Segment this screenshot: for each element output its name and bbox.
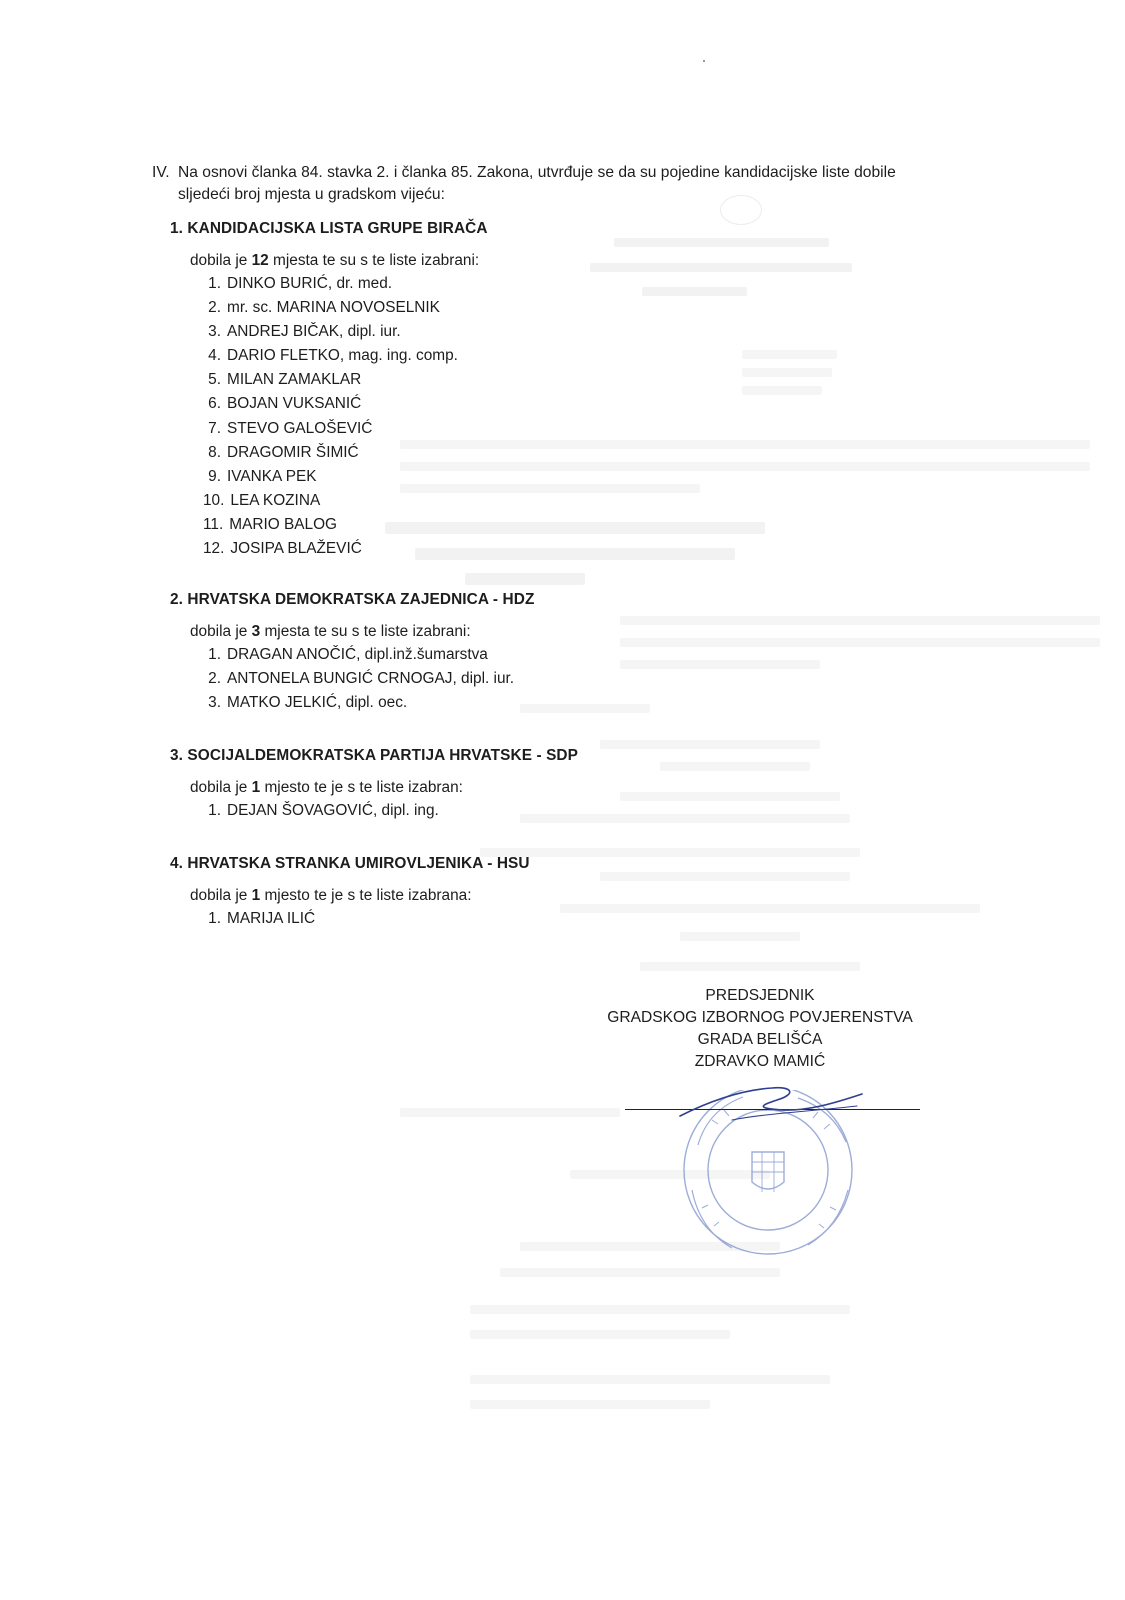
list-item: 4. DARIO FLETKO, mag. ing. comp.	[208, 347, 458, 365]
signature-title: PREDSJEDNIK	[705, 987, 815, 1004]
ghost-text-line	[400, 1108, 620, 1117]
seats-suffix: mjesta te su s te liste izabrani:	[273, 252, 480, 269]
list-item: 6. BOJAN VUKSANIĆ	[208, 395, 362, 413]
ghost-text-line	[470, 1305, 850, 1314]
list-item: 2. ANTONELA BUNGIĆ CRNOGAJ, dipl. iur.	[208, 670, 515, 688]
seats-suffix: mjesta te su s te liste izabrani:	[264, 623, 471, 640]
handwritten-signature-icon	[672, 1080, 872, 1125]
list-title: 3. SOCIJALDEMOKRATSKA PARTIJA HRVATSKE - SDP	[170, 747, 579, 764]
seats-line	[190, 250, 870, 272]
list-item: 1. DRAGAN ANOČIĆ, dipl.inž.šumarstva	[208, 646, 488, 663]
seats-line	[190, 885, 870, 907]
seats-count: 12	[251, 252, 269, 269]
list-item: 5. MILAN ZAMAKLAR	[208, 371, 362, 389]
intro-line-2: sljedeći broj mjesta u gradskom vijeću:	[178, 186, 445, 203]
seats-suffix: mjesto te je s te liste izabran:	[264, 779, 463, 796]
candidate-list-4	[170, 853, 870, 931]
speck	[703, 60, 705, 62]
list-item: 3. MATKO JELKIĆ, dipl. oec.	[208, 694, 408, 712]
ghost-text-line	[640, 962, 860, 971]
list-title: 1. KANDIDACIJSKA LISTA GRUPE BIRAČA	[170, 220, 488, 237]
seats-prefix: dobila je	[190, 887, 248, 904]
candidate-list-1	[170, 218, 870, 561]
list-item: 1. DINKO BURIĆ, dr. med.	[208, 275, 393, 292]
intro-line-1: Na osnovi članka 84. stavka 2. i članka 85. Zakona, utvrđuje se da su pojedine kandidacijske liste dobile	[178, 164, 896, 181]
ghost-text-line	[680, 932, 800, 941]
members-list	[170, 272, 870, 561]
signature-name: ZDRAVKO MAMIĆ	[694, 1053, 826, 1070]
seats-prefix: dobila je	[190, 252, 248, 269]
list-title: 4. HRVATSKA STRANKA UMIROVLJENIKA - HSU	[170, 855, 530, 872]
seats-count: 3	[251, 623, 261, 640]
list-item: 9. IVANKA PEK	[208, 467, 317, 485]
seats-suffix: mjesto te je s te liste izabrana:	[264, 887, 472, 904]
seats-count: 1	[251, 779, 261, 796]
ghost-text-line	[500, 1268, 780, 1277]
members-list	[170, 907, 870, 931]
intro-paragraph	[152, 162, 1012, 206]
list-item: 10. LEA KOZINA	[203, 491, 321, 509]
seats-prefix: dobila je	[190, 779, 248, 796]
ghost-text-line	[470, 1400, 710, 1409]
seats-prefix: dobila je	[190, 623, 248, 640]
list-item: 7. STEVO GALOŠEVIĆ	[208, 419, 373, 437]
list-item: 12. JOSIPA BLAŽEVIĆ	[203, 540, 362, 558]
candidate-list-2	[170, 589, 870, 715]
ghost-text-line	[465, 573, 585, 585]
list-item: 2. mr. sc. MARINA NOVOSELNIK	[208, 299, 440, 317]
members-list	[170, 799, 870, 823]
members-list	[170, 643, 870, 715]
list-item: 11. MARIO BALOG	[203, 515, 338, 533]
list-item: 3. ANDREJ BIČAK, dipl. iur.	[208, 323, 401, 341]
list-item: 1. MARIJA ILIĆ	[208, 910, 316, 927]
seats-line	[190, 777, 870, 799]
seats-count: 1	[251, 887, 261, 904]
candidate-list-3	[170, 745, 870, 823]
signature-city: GRADA BELIŠĆA	[697, 1031, 823, 1048]
signature-block	[560, 985, 960, 1073]
ghost-text-line	[470, 1375, 830, 1384]
list-title: 2. HRVATSKA DEMOKRATSKA ZAJEDNICA - HDZ	[170, 591, 535, 608]
signature-body: GRADSKOG IZBORNOG POVJERENSTVA	[607, 1009, 913, 1026]
section-number: IV.	[152, 164, 170, 181]
ghost-text-line	[470, 1330, 730, 1339]
list-item: 1. DEJAN ŠOVAGOVIĆ, dipl. ing.	[208, 802, 439, 819]
seats-line	[190, 621, 870, 643]
list-item: 8. DRAGOMIR ŠIMIĆ	[208, 443, 359, 461]
